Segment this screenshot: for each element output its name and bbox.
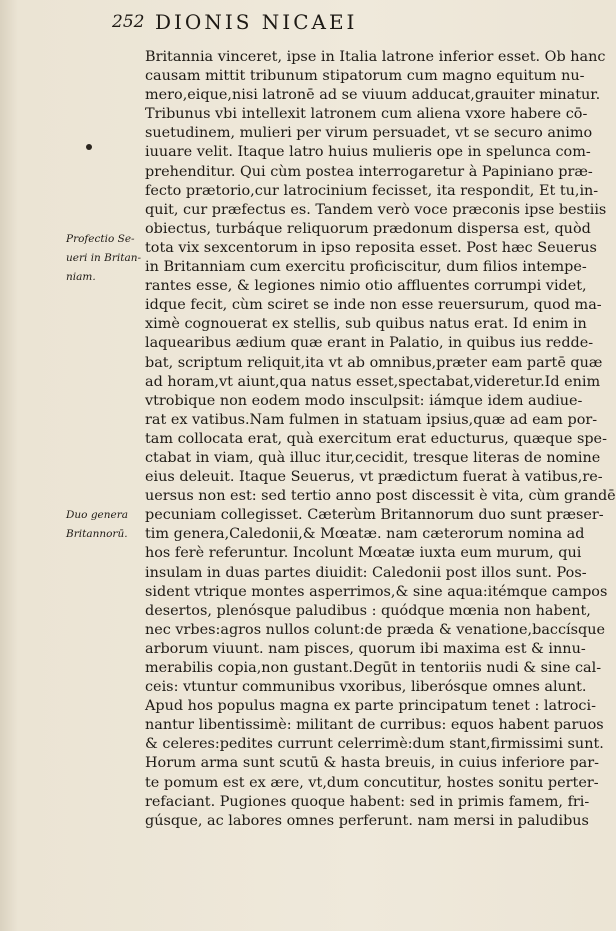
text-line: ximè cognouerat ex stellis, sub quibus natus erat. Id enim in xyxy=(145,316,587,333)
text-line: ad horam,vt aiunt,qua natus esset,spectabat,videretur.Id enim xyxy=(145,373,601,390)
text-line: eius deleuit. Itaque Seuerus, vt prædictum fuerat à vatibus,re- xyxy=(145,469,603,486)
text-line: quit, cur præfectus es. Tandem verò voce præconis ipse bestiis xyxy=(145,201,607,218)
text-line: nec vrbes:agros nullos colunt:de præda & venatione,baccísque xyxy=(145,621,606,638)
text-line: idque fecit, cùm sciret se inde non esse reuersurum, quod ma- xyxy=(145,297,602,314)
text-line: pecuniam collegisset. Cæterùm Britannorum duo sunt præser- xyxy=(145,507,604,524)
running-title: DIONIS NICAEI xyxy=(155,10,358,34)
text-line: in Britanniam cum exercitu proficiscitur, dum filios intempe- xyxy=(145,259,587,276)
text-line: tota vix sexcentorum in ipso reposita esset. Post hæc Seuerus xyxy=(145,239,597,256)
text-line: rantes esse, & legiones nimio otio affluentes corrumpi videt, xyxy=(145,278,587,295)
text-line: te pomum est ex ære, vt,dum concutitur, hostes sonitu perter- xyxy=(145,774,599,791)
text-line: obiectus, turbáque reliquorum prædonum dispersa est, quòd xyxy=(145,220,591,237)
page-header xyxy=(0,10,600,40)
text-line: merabilis copia,non gustant.Degūt in tentoriis nudi & sine cal- xyxy=(145,660,602,676)
main-text-block xyxy=(145,48,616,831)
text-line: Tribunus vbi intellexit latronem cum aliena vxore habere cō- xyxy=(145,106,588,123)
text-line: insulam in duas partes diuidit: Caledonii post illos sunt. Pos- xyxy=(145,564,587,581)
text-line: sident vtrique montes asperrimos,& sine aqua:itémque campos xyxy=(145,583,608,600)
text-line: ctabat in viam, quà illuc itur,cecidit, tresque literas de nomine xyxy=(145,449,601,466)
margin-note-profectio xyxy=(66,230,144,287)
text-line: Horum arma sunt scutū & hasta breuis, in cuius inferiore par- xyxy=(145,755,599,772)
margin-note-duo-genera xyxy=(66,506,144,544)
margin-note-line: Duo genera xyxy=(66,509,129,521)
text-line: nantur libentissimè: militant de curribus: equos habent paruos xyxy=(145,717,604,734)
page-number: 252 xyxy=(112,12,145,32)
text-line: Britannia vinceret, ipse in Italia latrone inferior esset. Ob hanc xyxy=(145,49,606,65)
text-line: arborum viuunt. nam pisces, quorum ibi maxima est & innu- xyxy=(145,640,586,657)
text-line: ceis: vtuntur communibus vxoribus, liberósque omnes alunt. xyxy=(145,679,587,696)
margin-note-line: ueri in Britan- xyxy=(66,252,142,265)
margin-note-line: niam. xyxy=(66,271,96,284)
text-line: desertos, plenósque paludibus : quódque mœnia non habent, xyxy=(145,602,591,619)
margin-bullet-icon xyxy=(86,144,92,150)
text-line: fecto prætorio,cur latrocinium fecisset, ita respondit, Et tu,in- xyxy=(145,182,599,199)
text-line: tam collocata erat, quà exercitum erat educturus, quæque spe- xyxy=(145,430,607,447)
text-line: refaciant. Pugiones quoque habent: sed in primis famem, fri- xyxy=(145,793,590,810)
text-line: vtrobique non eodem modo insculpsit: iámque idem audiue- xyxy=(145,392,583,409)
text-line: hos ferè referuntur. Incolunt Mœatæ iuxta eum murum, qui xyxy=(145,545,582,562)
text-line: gúsque, ac labores omnes perferunt. nam mersi in paludibus xyxy=(145,812,589,829)
text-line: rat ex vatibus.Nam fulmen in statuam ipsius,quæ ad eam por- xyxy=(145,411,598,428)
margin-note-line: Britannorū. xyxy=(66,528,128,541)
text-line: uersus non est: sed tertio anno post discessit è vita, cùm grandē xyxy=(145,488,616,505)
text-line: laquearibus ædium quæ erant in Palatio, in quibus ius redde- xyxy=(145,335,594,352)
text-line: bat, scriptum reliquit,ita vt ab omnibus,præter eam partē quæ xyxy=(145,354,603,371)
text-line: tim genera,Caledonii,& Mœatæ. nam cæterorum nomina ad xyxy=(145,526,585,543)
text-line: causam mittit tribunum stipatorum cum magno equitum nu- xyxy=(145,68,585,85)
text-line: & celeres:pedites currunt celerrimè:dum stant,firmissimi sunt. xyxy=(145,736,604,753)
text-line: suetudinem, mulieri per virum persuadet, vt se securo animo xyxy=(145,125,593,142)
text-line: mero,eique,nisi latronē ad se viuum adducat,grauiter minatur. xyxy=(145,87,601,104)
text-line: iuuare velit. Itaque latro huius mulieris ope in spelunca com- xyxy=(145,144,591,161)
margin-note-line: Profectio Se- xyxy=(66,233,135,245)
text-line: prehenditur. Qui cùm postea interrogaretur à Papiniano præ- xyxy=(145,163,593,180)
text-line: Apud hos populus magna ex parte principatum tenet : latroci- xyxy=(145,698,596,715)
